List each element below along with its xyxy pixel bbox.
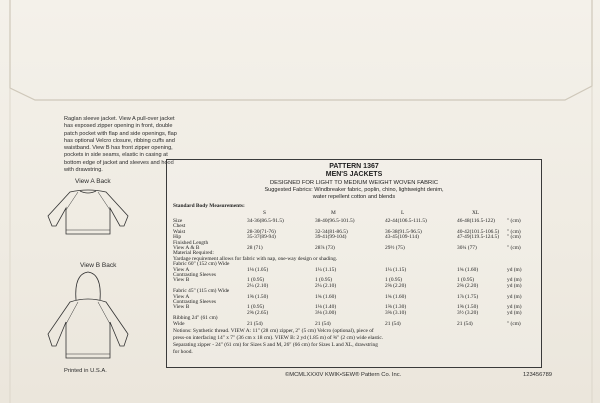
size-header: L [401,210,405,216]
row-cell: 2¼ (2.10) [247,282,269,289]
row-unit: yd (m) [507,309,522,316]
row-cell: 1⅛ (1.05) [247,266,269,273]
description-line: Raglan sleeve jacket. View A pull-over jacket [64,116,175,122]
row-label: Hip [173,234,182,241]
notions-line: for hood. [173,349,193,355]
size-header: M [331,210,336,216]
row-label: Ribbing 24" (61 cm) [173,315,218,322]
row-cell: 3⅜ (3.10) [385,309,407,316]
row-cell: 2⅝ (2.65) [247,309,269,316]
view-b-jacket-drawing [40,268,136,364]
view-b-label: View B Back [80,262,117,269]
notions-line: Notions: Synthetic thread. VIEW A: 11" (28 cm) zipper, 2" (5 cm) Velcro (optional), piece of [173,328,374,334]
row-cell: 28-30(71-76) [247,228,276,235]
row-label: Waist [173,228,186,235]
row-label: View A & B [173,245,200,251]
row-cell: 28 (71) [247,245,263,251]
row-label: Yardage requirement allows for fabric with nap, one-way design or shading. [173,255,338,262]
notions-line: press-on interfacing 14" x 7" (36 cm x 18 cm). VIEW B: 2 yd (1.85 m) of ⅝" (2 cm) wide elastic. [173,335,384,341]
row-cell: 30¼ (77) [457,245,477,251]
row-cell: 35-37(89-94) [247,234,276,241]
row-cell: 1¾ (1.60) [385,293,407,300]
description-line: bottom edge of jacket and sleeves and hood [64,159,174,166]
row-label: Chest [173,223,186,230]
row-unit: yd (m) [507,293,522,300]
row-cell: 21 (54) [457,320,473,327]
description-line: has exposed zipper opening in front, double [64,123,173,130]
row-unit: yd (m) [507,282,522,289]
row-cell: 32-34(81-86.5) [315,228,348,235]
measurements-title: Standard Body Measurements: [173,203,245,209]
row-label: View B [173,277,190,284]
designed-for: DESIGNED FOR LIGHT TO MEDIUM WEIGHT WOVEN FABRIC [269,180,439,186]
row-label: Material Required: [173,250,214,257]
row-cell: 2¼ (2.10) [315,282,337,289]
size-header: S [263,210,266,216]
row-cell: 46-48(116.5-122) [457,218,495,224]
row-cell: 1 (0.95) [457,277,475,284]
row-cell: 1¼ (1.15) [385,266,407,273]
notions-line: Separating zipper - 24" (61 cm) for Sizes S and M, 26" (66 cm) for Sizes L and XL, drawstring [173,342,378,348]
description-line: waistband. View B has front zipper opening, [64,145,173,152]
row-cell: 29½ (75) [385,245,405,251]
row-cell: 1⅝ (1.50) [247,293,269,300]
description-line: patch pocket with flap and side openings, flap [64,130,177,137]
pattern-info-box [166,159,542,368]
row-unit: yd (m) [507,277,522,284]
row-label: View A [173,266,190,273]
row-cell: 1 (0.95) [385,277,403,284]
row-unit: " (cm) [507,228,521,235]
row-unit: yd (m) [507,266,522,273]
row-unit: " (cm) [507,245,521,251]
row-cell: 1 (0.95) [315,277,333,284]
row-unit: " (cm) [507,320,521,327]
row-cell: 1¾ (1.60) [457,266,479,273]
row-label: View A [173,293,190,300]
row-label: View B [173,304,190,311]
view-a-jacket-drawing [40,186,136,240]
row-unit: " (cm) [507,234,521,241]
row-cell: 1⅞ (1.75) [457,293,479,300]
row-cell: 1 (0.95) [247,277,265,284]
suggested-fabrics-line: water repellent cotton and blends [312,194,396,200]
row-cell: 47-49(119.5-124.5) [457,234,500,241]
row-cell: 1⅛ (1.40) [315,304,337,311]
row-cell: 2⅜ (2.20) [385,282,407,289]
row-cell: 1 (0.95) [247,304,265,311]
row-cell: 40-42(101.5-106.5) [457,228,500,235]
row-cell: 28⅞ (73) [315,245,335,251]
row-unit: " (cm) [507,218,521,224]
row-label: Fabric 45" (115 cm) Wide [173,288,230,295]
size-header: XL [472,210,480,216]
row-label: Finished Length [173,239,209,246]
suggested-fabrics-line: Suggested Fabrics: Windbreaker fabric, poplin, chino, lightweight denim, [264,187,444,193]
row-cell: 43-45(109-114) [385,234,419,241]
printed-in: Printed in U.S.A. [64,368,107,374]
row-cell: 36-38(91.5-96.5) [385,228,422,235]
row-cell: 21 (54) [385,320,401,327]
barcode-number: 123456789 [523,372,553,378]
row-unit: yd (m) [507,304,522,311]
description-line: with drawstring. [64,167,103,174]
row-cell: 1⅜ (1.30) [385,304,407,311]
row-label: Size [173,218,183,224]
view-a-label: View A Back [75,178,111,185]
row-cell: 21 (54) [315,320,331,327]
row-label: Contrasting Sleeves [173,299,216,305]
row-cell: 21 (54) [247,320,263,327]
pattern-name: MEN'S JACKETS [325,171,383,178]
row-cell: 1¾ (1.60) [315,293,337,300]
description-line: has optional Velcro closure, ribbing cuffs and [64,137,175,144]
row-cell: 38-40(96.5-101.5) [315,218,355,224]
row-cell: 3⅛ (3.00) [315,309,337,316]
row-cell: 2⅜ (2.20) [457,282,479,289]
row-cell: 34-36(86.5-91.5) [247,218,284,224]
row-cell: 3½ (3.20) [457,309,479,316]
row-cell: 1⅝ (1.50) [457,304,479,311]
description-line: pockets in side seams, elastic in casing at [64,152,168,159]
row-cell: 39-41(99-104) [315,234,347,241]
row-label: Wide [173,320,185,327]
row-cell: 1¼ (1.15) [315,266,337,273]
copyright: ©MCMLXXXIV KWIK•SEW® Pattern Co. Inc. [285,372,402,378]
row-cell: 42-44(106.5-111.5) [385,218,427,224]
pattern-number: PATTERN 1367 [329,163,379,170]
row-label: Fabric 60" (152 cm) Wide [173,261,230,268]
row-label: Contrasting Sleeves [173,272,216,278]
